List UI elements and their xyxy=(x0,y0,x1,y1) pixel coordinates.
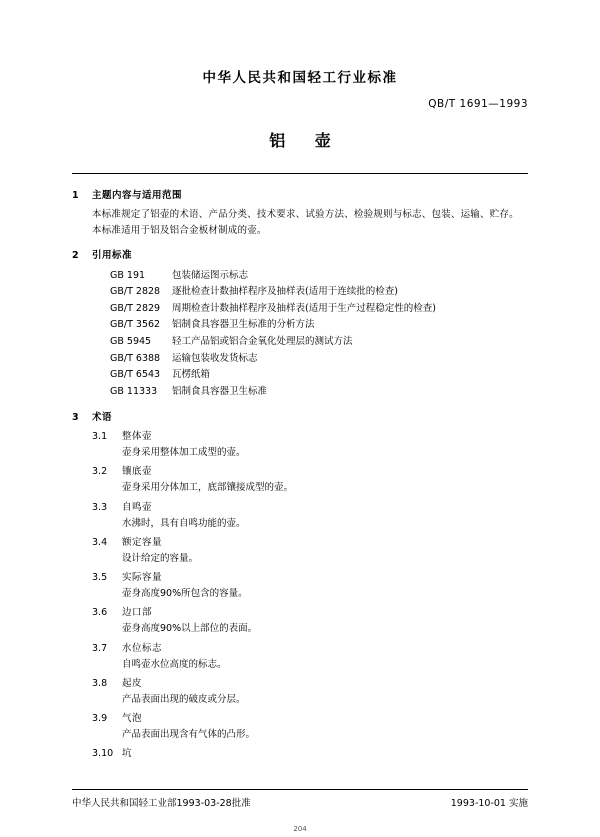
term-entry xyxy=(72,428,528,461)
term-number: 3.3 xyxy=(92,501,108,513)
list-item xyxy=(110,268,528,285)
term-name: 边口部 xyxy=(122,607,153,619)
footer-effective-date: 1993-10-01 实施 xyxy=(450,798,528,809)
reference-title: 轻工产品铝或铝合金氧化处理层的测试方法 xyxy=(172,336,353,348)
term-name: 镶底壶 xyxy=(122,466,153,478)
section-title: 引用标准 xyxy=(92,249,133,261)
reference-code: GB 191 xyxy=(110,269,146,281)
term-definition: 水沸时，具有自鸣功能的壶。 xyxy=(122,517,246,529)
term-entry xyxy=(72,745,528,762)
term-number: 3.6 xyxy=(92,607,108,619)
term-name: 水位标志 xyxy=(122,642,163,654)
reference-code: GB/T 3562 xyxy=(110,319,161,331)
term-number: 3.9 xyxy=(92,713,108,725)
standard-number: QB/T 1691—1993 xyxy=(428,98,528,110)
reference-code: GB/T 2829 xyxy=(110,302,161,314)
term-name: 额定容量 xyxy=(122,536,163,548)
term-name: 实际容量 xyxy=(122,572,163,584)
term-definition: 设计给定的容量。 xyxy=(122,552,199,564)
list-item xyxy=(110,317,528,334)
footer-issuer: 中华人民共和国轻工业部1993-03-28批准 xyxy=(72,798,251,809)
reference-title: 逐批检查计数抽样程序及抽样表(适用于连续批的检查) xyxy=(172,286,398,298)
section-heading-1 xyxy=(72,188,528,205)
reference-code: GB/T 6388 xyxy=(110,352,161,364)
document-page xyxy=(0,66,600,837)
term-number: 3.2 xyxy=(92,466,108,478)
term-definition: 壶身采用分体加工，底部镶接成型的壶。 xyxy=(122,482,294,494)
term-entry xyxy=(72,604,528,637)
reference-code: GB/T 2828 xyxy=(110,286,161,298)
term-entry xyxy=(72,640,528,673)
list-item xyxy=(110,351,528,368)
section-heading-3 xyxy=(72,410,528,427)
list-item xyxy=(110,284,528,301)
list-item xyxy=(110,367,528,384)
document-body xyxy=(72,188,528,762)
reference-code: GB/T 6543 xyxy=(110,369,161,381)
term-name: 起皮 xyxy=(122,677,143,689)
term-entry xyxy=(72,534,528,567)
document-title: 铝 壶 xyxy=(269,131,343,150)
list-item xyxy=(110,384,528,401)
term-number: 3.4 xyxy=(92,536,108,548)
term-entry xyxy=(72,463,528,496)
term-number: 3.1 xyxy=(92,431,108,443)
page-footer xyxy=(72,789,528,809)
standard-org-title: 中华人民共和国轻工行业标准 xyxy=(202,70,398,86)
term-definition: 壶身高度90%所包含的容量。 xyxy=(122,588,248,600)
list-item xyxy=(110,301,528,318)
term-entry xyxy=(72,710,528,743)
term-name: 自鸣壶 xyxy=(122,501,153,513)
reference-title: 铝制食具容器卫生标准的分析方法 xyxy=(172,319,315,331)
section-1-paragraph-2: 本标准适用于铝及铝合金板材制成的壶。 xyxy=(92,224,267,236)
reference-code: GB 5945 xyxy=(110,336,152,348)
term-definition: 壶身高度90%以上部位的表面。 xyxy=(122,623,258,635)
term-name: 坑 xyxy=(122,748,133,760)
term-definition: 产品表面出现含有气体的凸形。 xyxy=(122,729,256,741)
term-number: 3.7 xyxy=(92,642,108,654)
term-name: 整体壶 xyxy=(122,431,153,443)
term-number: 3.8 xyxy=(92,677,108,689)
title-divider xyxy=(72,173,528,174)
list-item xyxy=(110,334,528,351)
reference-code: GB 11333 xyxy=(110,385,158,397)
term-definition: 自鸣壶水位高度的标志。 xyxy=(122,658,227,670)
reference-title: 周期检查计数抽样程序及抽样表(适用于生产过程稳定性的检查) xyxy=(172,302,436,314)
term-entry xyxy=(72,675,528,708)
term-number: 3.5 xyxy=(92,572,108,584)
section-title: 术语 xyxy=(92,411,113,423)
term-definition: 产品表面出现的破皮或分层。 xyxy=(122,693,246,705)
section-number: 3 xyxy=(72,411,79,423)
term-name: 气泡 xyxy=(122,713,143,725)
reference-title: 包装储运图示标志 xyxy=(172,269,249,281)
term-number: 3.10 xyxy=(92,748,114,760)
reference-title: 铝制食具容器卫生标准 xyxy=(172,385,268,397)
section-title: 主题内容与适用范围 xyxy=(92,190,183,201)
reference-title: 瓦楞纸箱 xyxy=(172,369,211,381)
reference-list xyxy=(110,268,528,401)
section-number: 2 xyxy=(72,249,79,261)
term-definition: 壶身采用整体加工成型的壶。 xyxy=(122,447,246,459)
page-number: 204 xyxy=(293,825,307,833)
reference-title: 运输包装收发货标志 xyxy=(172,352,258,364)
section-1-paragraph-1: 本标准规定了铝壶的术语、产品分类、技术要求、试验方法、检验规则与标志、包装、运输、贮存。 xyxy=(92,208,519,220)
term-entry xyxy=(72,499,528,532)
section-heading-2 xyxy=(72,248,528,265)
term-entry xyxy=(72,569,528,602)
section-number: 1 xyxy=(72,190,79,201)
